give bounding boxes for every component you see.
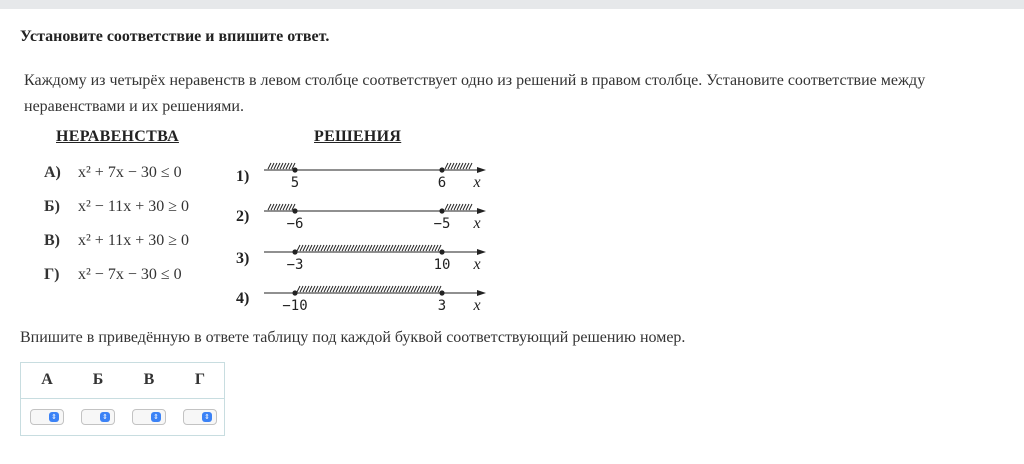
hatch-mark [342, 286, 345, 292]
hatch-mark [423, 286, 426, 292]
hatch-mark [451, 204, 454, 210]
hatch-mark [469, 163, 472, 169]
hatch-mark [289, 163, 292, 169]
hatch-mark [414, 245, 417, 251]
answer-header-a: А [41, 371, 53, 388]
left-point [292, 290, 297, 295]
right-point [439, 290, 444, 295]
axis-variable-label: x [473, 174, 481, 191]
hatch-mark [351, 286, 354, 292]
hatch-mark [417, 286, 420, 292]
hatch-mark [297, 286, 300, 292]
inequality-expression: x² + 7x − 30 ≤ 0 [78, 164, 182, 181]
inequality-letter: Б) [44, 198, 60, 215]
axis-variable-label: x [473, 256, 481, 273]
hatch-mark [420, 245, 423, 251]
hatch-mark [463, 163, 466, 169]
hatch-mark [366, 245, 369, 251]
hatch-mark [345, 245, 348, 251]
hatch-mark [408, 286, 411, 292]
hatch-mark [375, 245, 378, 251]
hatch-mark [330, 286, 333, 292]
number-line-1 [262, 158, 492, 194]
hatch-mark [283, 163, 286, 169]
hatch-mark [277, 163, 280, 169]
hatch-mark [387, 286, 390, 292]
hatch-mark [306, 245, 309, 251]
hatch-mark [426, 286, 429, 292]
hatch-mark [315, 286, 318, 292]
solution-number-2: 2) [236, 208, 250, 225]
inequality-g [44, 266, 182, 290]
hatch-mark [378, 245, 381, 251]
hatch-mark [330, 245, 333, 251]
hatch-mark [318, 286, 321, 292]
hatch-mark [280, 204, 283, 210]
hatch-mark [303, 245, 306, 251]
hatch-mark [384, 286, 387, 292]
hatch-mark [324, 245, 327, 251]
hatch-mark [457, 163, 460, 169]
hatch-mark [390, 245, 393, 251]
answer-select-a[interactable] [30, 409, 64, 425]
task-text: Каждому из четырёх неравенств в левом столбце соответствует одно из решений в правом столбце. Установите соответствие между неравенствами и их решениями. [24, 72, 926, 115]
axis-arrow [477, 290, 486, 296]
answer-header-b: Б [92, 371, 104, 388]
top-bar [0, 0, 1024, 9]
inequality-v [44, 232, 189, 256]
hatch-mark [420, 286, 423, 292]
hatch-mark [315, 245, 318, 251]
hatch-mark [408, 245, 411, 251]
number-line-3 [262, 240, 492, 276]
inequality-letter: В) [44, 232, 60, 249]
hatch-mark [271, 204, 274, 210]
answer-table [20, 362, 225, 436]
hatch-mark [333, 286, 336, 292]
left-point-label: −6 [286, 216, 304, 232]
hatch-mark [378, 286, 381, 292]
hatch-mark [393, 286, 396, 292]
left-point-label: −3 [286, 257, 304, 273]
hatch-mark [429, 245, 432, 251]
hatch-mark [321, 286, 324, 292]
hatch-mark [297, 245, 300, 251]
hatch-mark [360, 286, 363, 292]
hatch-mark [339, 286, 342, 292]
hatch-mark [423, 245, 426, 251]
hatch-mark [393, 245, 396, 251]
select-arrows-icon: ⇕ [49, 412, 59, 422]
hatch-mark [300, 245, 303, 251]
hatch-mark [339, 245, 342, 251]
hatch-mark [469, 204, 472, 210]
hatch-mark [460, 163, 463, 169]
hatch-mark [306, 286, 309, 292]
right-point-label: −5 [433, 216, 451, 232]
axis-arrow [477, 167, 486, 173]
left-point [292, 208, 297, 213]
hatch-mark [445, 163, 448, 169]
hatch-mark [312, 286, 315, 292]
hatch-mark [312, 245, 315, 251]
number-line-2 [262, 199, 492, 235]
answer-select-g[interactable] [183, 409, 217, 425]
hatch-mark [342, 245, 345, 251]
inequality-expression: x² − 7x − 30 ≤ 0 [78, 266, 182, 283]
select-arrows-icon: ⇕ [151, 412, 161, 422]
answer-header-v: В [143, 371, 155, 388]
right-point [439, 249, 444, 254]
hatch-mark [448, 163, 451, 169]
hatch-mark [435, 286, 438, 292]
hatch-mark [366, 286, 369, 292]
axis-variable-label: x [473, 297, 481, 314]
hatch-mark [348, 286, 351, 292]
hatch-mark [354, 245, 357, 251]
hatch-mark [417, 245, 420, 251]
hatch-mark [363, 286, 366, 292]
hatch-mark [466, 163, 469, 169]
hatch-mark [405, 245, 408, 251]
hatch-mark [454, 163, 457, 169]
table-divider [21, 398, 224, 399]
hatch-mark [369, 245, 372, 251]
answer-select-b[interactable] [81, 409, 115, 425]
hatch-mark [286, 204, 289, 210]
hatch-mark [274, 163, 277, 169]
hatch-mark [271, 163, 274, 169]
hatch-mark [381, 245, 384, 251]
hatch-mark [336, 286, 339, 292]
solutions-header: РЕШЕНИЯ [314, 128, 402, 145]
hatch-mark [357, 245, 360, 251]
hatch-mark [303, 286, 306, 292]
hatch-mark [466, 204, 469, 210]
right-point-label: 10 [433, 257, 451, 273]
left-point-label: 5 [290, 175, 300, 191]
hatch-mark [381, 286, 384, 292]
hatch-mark [327, 245, 330, 251]
solution-number-4: 4) [236, 290, 250, 307]
hatch-mark [372, 286, 375, 292]
hatch-mark [318, 245, 321, 251]
hatch-mark [432, 286, 435, 292]
hatch-mark [429, 286, 432, 292]
inequality-letter: Г) [44, 266, 60, 283]
inequalities-header: НЕРАВЕНСТВА [56, 128, 179, 145]
hatch-mark [399, 286, 402, 292]
hatch-mark [277, 204, 280, 210]
hatch-mark [289, 204, 292, 210]
hatch-mark [286, 163, 289, 169]
hatch-mark [309, 286, 312, 292]
hatch-mark [384, 245, 387, 251]
hatch-mark [405, 286, 408, 292]
solution-number-3: 3) [236, 250, 250, 267]
right-point-label: 3 [437, 298, 447, 314]
hatch-mark [283, 204, 286, 210]
hatch-mark [399, 245, 402, 251]
hatch-mark [360, 245, 363, 251]
hatch-mark [396, 286, 399, 292]
select-arrows-icon: ⇕ [100, 412, 110, 422]
hatch-mark [354, 286, 357, 292]
number-line-4 [262, 281, 492, 317]
inequality-expression: x² − 11x + 30 ≥ 0 [78, 198, 190, 215]
hatch-mark [363, 245, 366, 251]
hatch-mark [333, 245, 336, 251]
hatch-mark [432, 245, 435, 251]
hatch-mark [411, 245, 414, 251]
hatch-mark [369, 286, 372, 292]
left-point [292, 249, 297, 254]
left-point-label: −10 [282, 298, 308, 314]
hatch-mark [426, 245, 429, 251]
hatch-mark [411, 286, 414, 292]
hatch-mark [387, 245, 390, 251]
hatch-mark [435, 245, 438, 251]
hatch-mark [300, 286, 303, 292]
hatch-mark [274, 204, 277, 210]
select-arrows-icon: ⇕ [202, 412, 212, 422]
hatch-mark [454, 204, 457, 210]
hatch-mark [457, 204, 460, 210]
hatch-mark [309, 245, 312, 251]
hatch-mark [280, 163, 283, 169]
hatch-mark [460, 204, 463, 210]
solution-number-1: 1) [236, 168, 250, 185]
task-title: Установите соответствие и впишите ответ. [20, 28, 330, 45]
hatch-mark [463, 204, 466, 210]
hatch-mark [357, 286, 360, 292]
hatch-mark [336, 245, 339, 251]
right-point [439, 208, 444, 213]
hatch-mark [402, 286, 405, 292]
answer-header-g: Г [194, 371, 206, 388]
inequality-b [44, 198, 189, 222]
hatch-mark [372, 245, 375, 251]
axis-variable-label: x [473, 215, 481, 232]
right-point-label: 6 [437, 175, 447, 191]
right-point [439, 167, 444, 172]
hatch-mark [445, 204, 448, 210]
inequality-a [44, 164, 182, 188]
hatch-mark [327, 286, 330, 292]
hatch-mark [348, 245, 351, 251]
hatch-mark [390, 286, 393, 292]
hatch-mark [345, 286, 348, 292]
answer-select-v[interactable] [132, 409, 166, 425]
hatch-mark [396, 245, 399, 251]
hatch-mark [321, 245, 324, 251]
left-point [292, 167, 297, 172]
inequality-expression: x² + 11x + 30 ≥ 0 [78, 232, 190, 249]
inequality-letter: А) [44, 164, 61, 181]
axis-arrow [477, 208, 486, 214]
instruction-text: Впишите в приведённую в ответе таблицу под каждой буквой соответствующий решению номер. [20, 329, 686, 346]
hatch-mark [451, 163, 454, 169]
hatch-mark [268, 204, 271, 210]
axis-arrow [477, 249, 486, 255]
hatch-mark [414, 286, 417, 292]
hatch-mark [375, 286, 378, 292]
hatch-mark [448, 204, 451, 210]
hatch-mark [351, 245, 354, 251]
hatch-mark [268, 163, 271, 169]
hatch-mark [324, 286, 327, 292]
hatch-mark [402, 245, 405, 251]
